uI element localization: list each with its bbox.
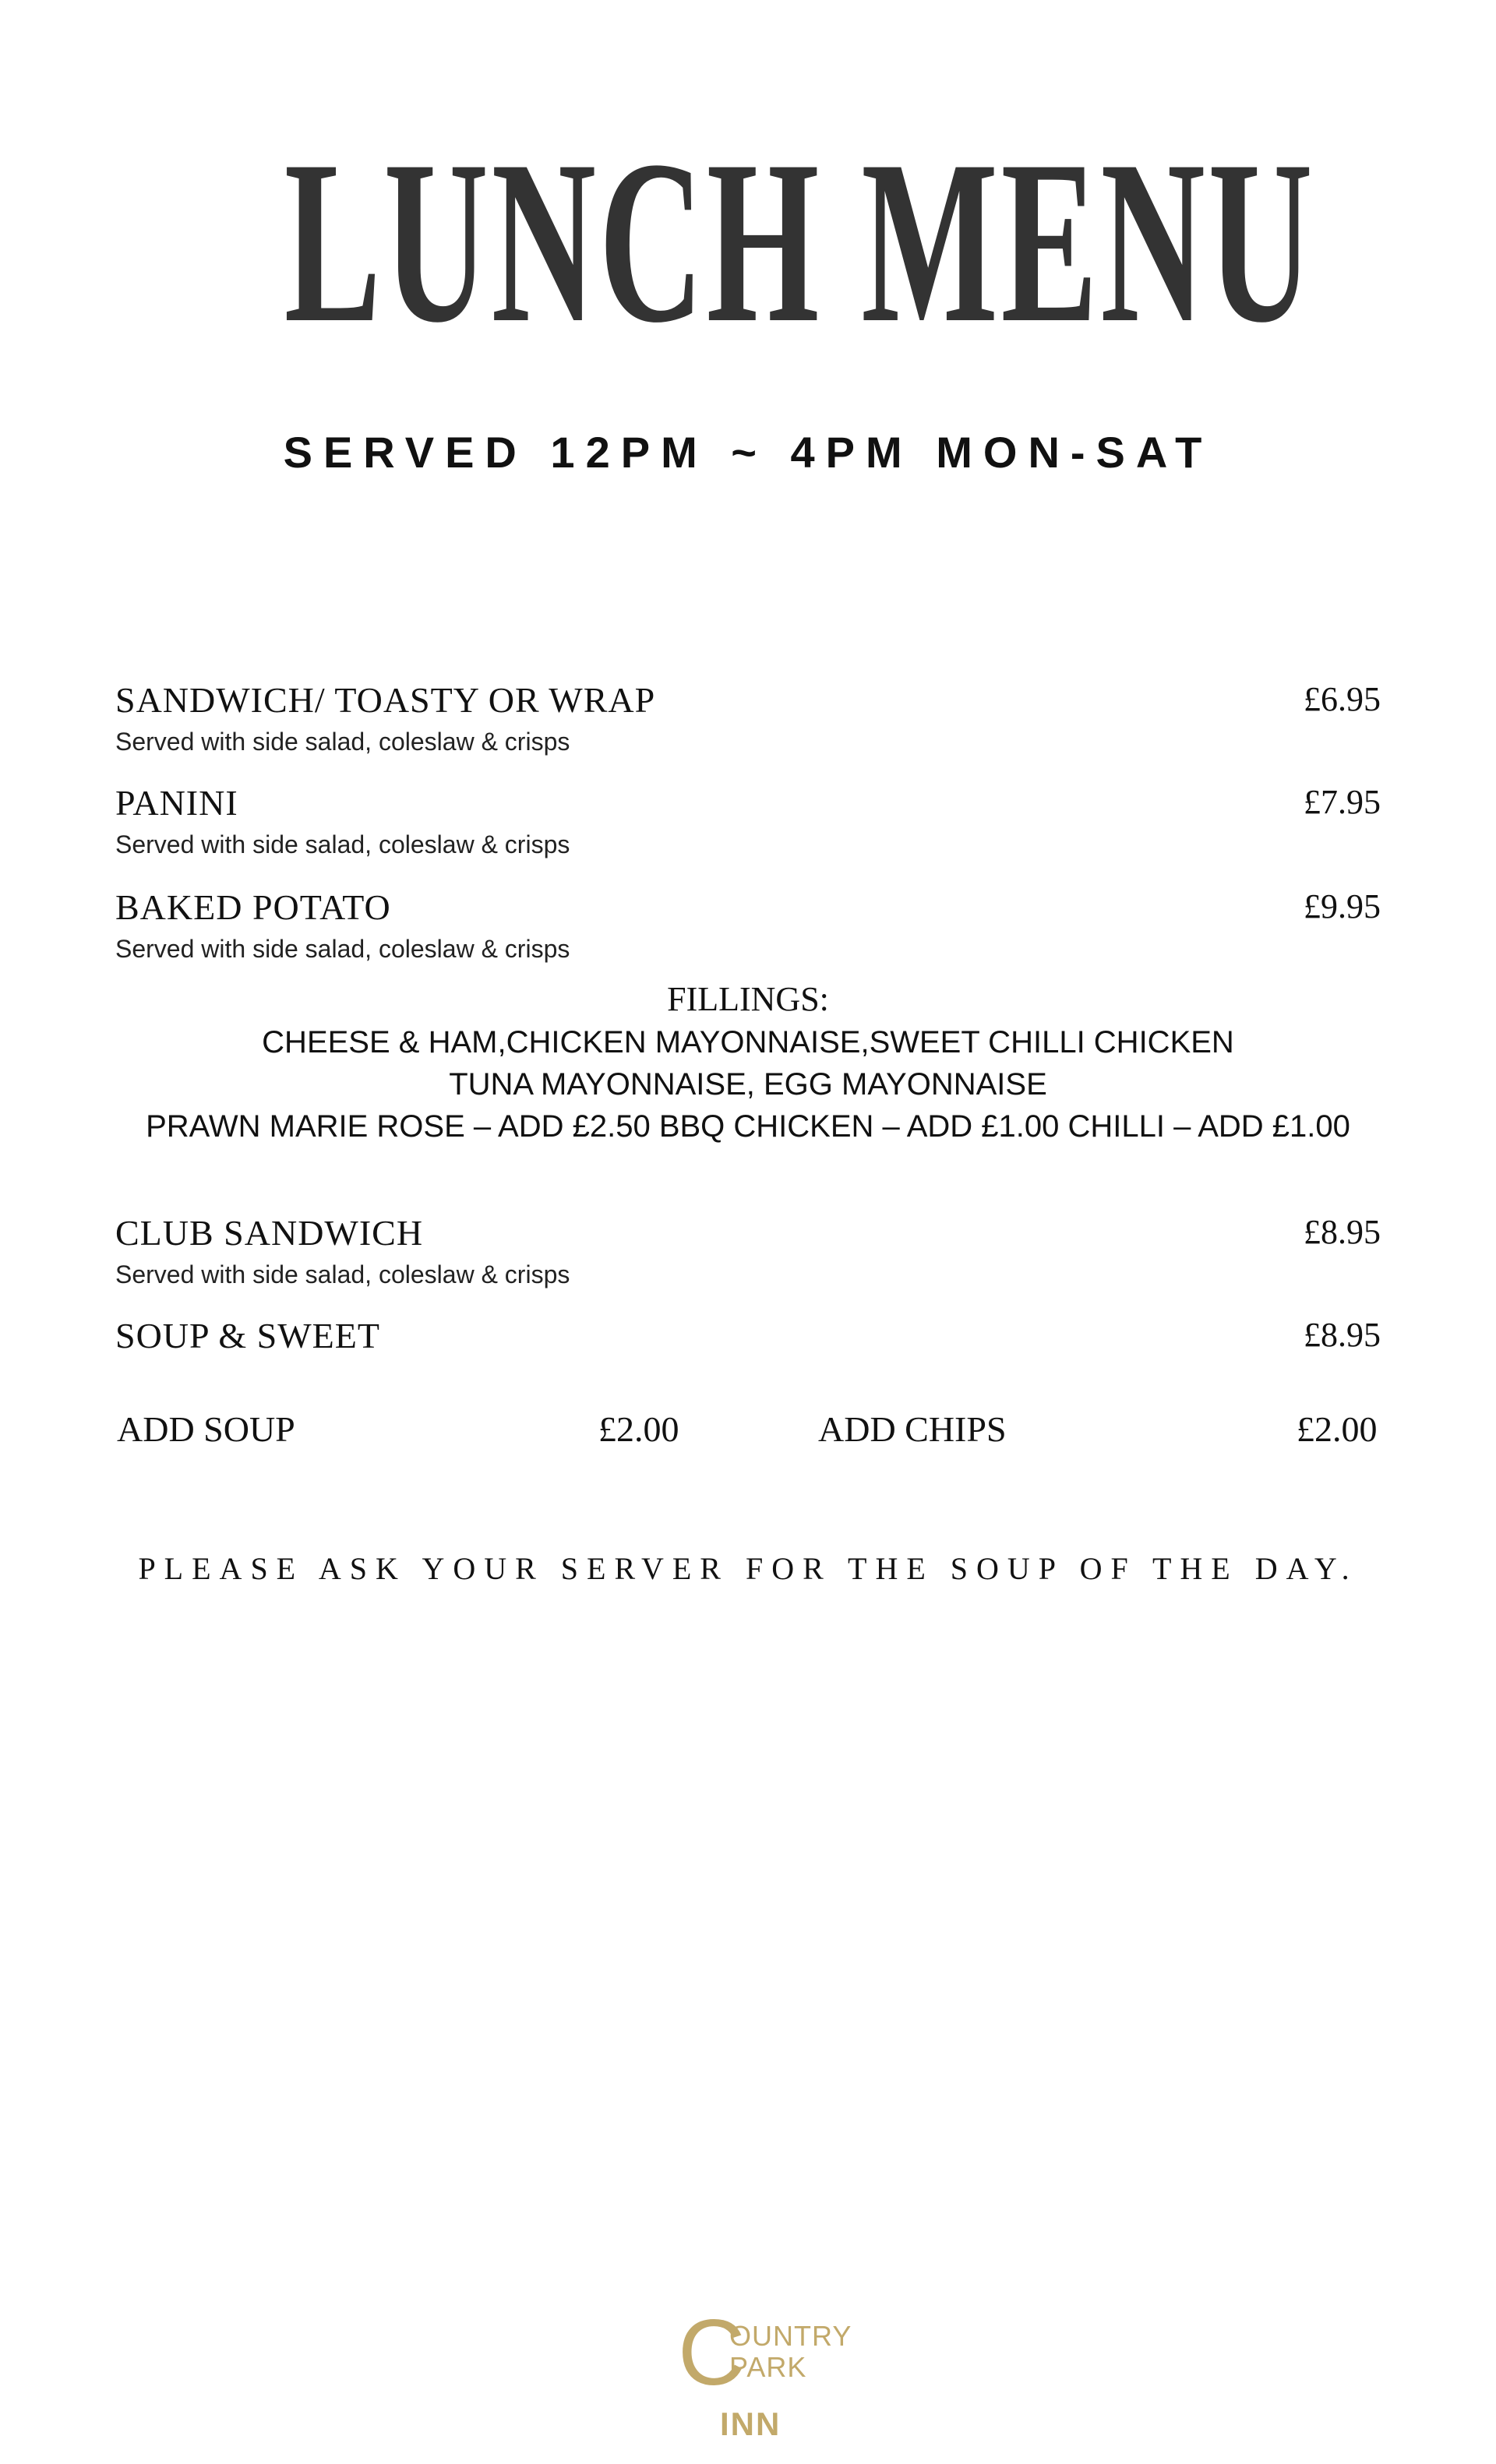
addon-soup-price: £2.00 [598,1409,679,1449]
item-name: SOUP & SWEET [115,1316,380,1355]
item-name: SANDWICH/ TOASTY OR WRAP [115,680,656,720]
menu-subtitle: SERVED 12PM ~ 4PM MON-SAT [283,428,1213,477]
logo-ountry: OUNTRY [729,2320,852,2352]
fillings-line: PRAWN MARIE ROSE – ADD £2.50 BBQ CHICKEN – ADD £1.00 CHILLI – ADD £1.00 [146,1109,1350,1144]
fillings-line: CHEESE & HAM,CHICKEN MAYONNAISE,SWEET CHILLI CHICKEN [262,1025,1234,1059]
item-price: £9.95 [1304,887,1381,925]
fillings-line: TUNA MAYONNAISE, EGG MAYONNAISE [449,1067,1047,1102]
addon-chips-price: £2.00 [1297,1409,1378,1449]
item-description: Served with side salad, coleslaw & crisps [115,830,570,858]
item-name: BAKED POTATO [115,887,391,927]
item-description: Served with side salad, coleslaw & crisps [115,935,570,963]
logo-park: PARK [729,2351,807,2383]
item-price: £7.95 [1304,783,1381,821]
country-park-inn-logo [678,2300,852,2446]
logo-inn: INN [720,2406,782,2442]
addon-chips-name: ADD CHIPS [818,1409,1007,1449]
soup-of-the-day-note: PLEASE ASK YOUR SERVER FOR THE SOUP OF THE DAY. [138,1551,1358,1586]
fillings-title: FILLINGS: [667,980,829,1018]
item-name: PANINI [115,783,238,823]
item-price: £8.95 [1304,1213,1381,1251]
item-price: £8.95 [1304,1316,1381,1354]
logo-letter-c: C [678,2300,746,2405]
fillings-section [0,978,1496,1147]
item-description: Served with side salad, coleslaw & crisps [115,728,570,756]
menu-title: LUNCH MENU [284,112,1316,371]
item-description: Served with side salad, coleslaw & crisps [115,1260,570,1288]
item-price: £6.95 [1304,680,1381,718]
addon-soup-name: ADD SOUP [117,1409,295,1449]
item-name: CLUB SANDWICH [115,1213,424,1253]
